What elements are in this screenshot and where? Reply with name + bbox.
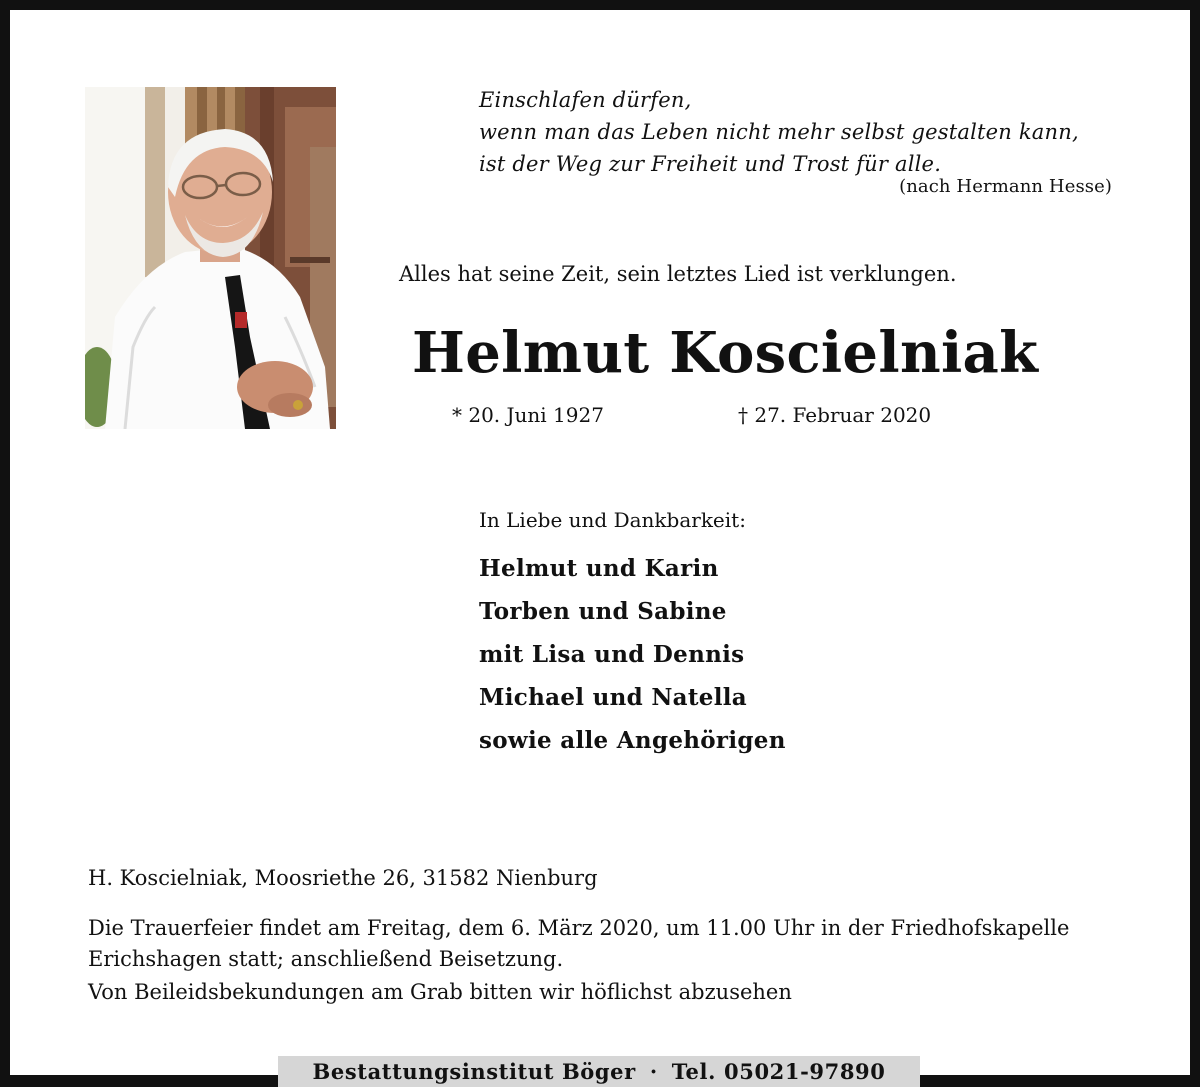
condolence-notice: Von Beileidsbekundungen am Grab bitten wir höflichst abzusehen bbox=[88, 980, 792, 1004]
mourners-list bbox=[479, 547, 786, 762]
mourner-name: Helmut und Karin bbox=[479, 555, 719, 582]
poem-line: ist der Weg zur Freiheit und Trost für alle. bbox=[479, 152, 942, 176]
family-address: H. Koscielniak, Moosriethe 26, 31582 Nienburg bbox=[88, 866, 598, 890]
phone-label: Tel. bbox=[671, 1059, 717, 1084]
portrait-photo bbox=[85, 87, 336, 429]
mourner-name: Michael und Natella bbox=[479, 684, 747, 711]
death-date: † 27. Februar 2020 bbox=[738, 403, 932, 427]
funeral-home-name: Bestattungsinstitut Böger bbox=[312, 1059, 636, 1084]
poem-line: Einschlafen dürfen, bbox=[479, 88, 692, 112]
footer-separator: · bbox=[649, 1059, 658, 1084]
poem-line: wenn man das Leben nicht mehr selbst gestalten kann, bbox=[479, 120, 1079, 144]
mourner-name: mit Lisa und Dennis bbox=[479, 641, 745, 668]
funeral-ceremony-notice: Die Trauerfeier findet am Freitag, dem 6. März 2020, um 11.00 Uhr in der Friedhofskapelle Erichshagen statt; anschließend Beisetzung. bbox=[88, 916, 1070, 971]
mourners-intro: In Liebe und Dankbarkeit: bbox=[479, 508, 746, 532]
mourner-name: sowie alle Angehörigen bbox=[479, 727, 786, 754]
funeral-home-footer bbox=[278, 1056, 920, 1087]
motto: Alles hat seine Zeit, sein letztes Lied ist verklungen. bbox=[399, 262, 957, 286]
poem-author: (nach Hermann Hesse) bbox=[899, 176, 1112, 197]
mourner-name: Torben und Sabine bbox=[479, 598, 727, 625]
deceased-name: Helmut Koscielniak bbox=[412, 320, 1039, 386]
phone-number: 05021-97890 bbox=[724, 1059, 886, 1084]
birth-date: * 20. Juni 1927 bbox=[452, 403, 604, 427]
poem-verse bbox=[479, 84, 1119, 180]
